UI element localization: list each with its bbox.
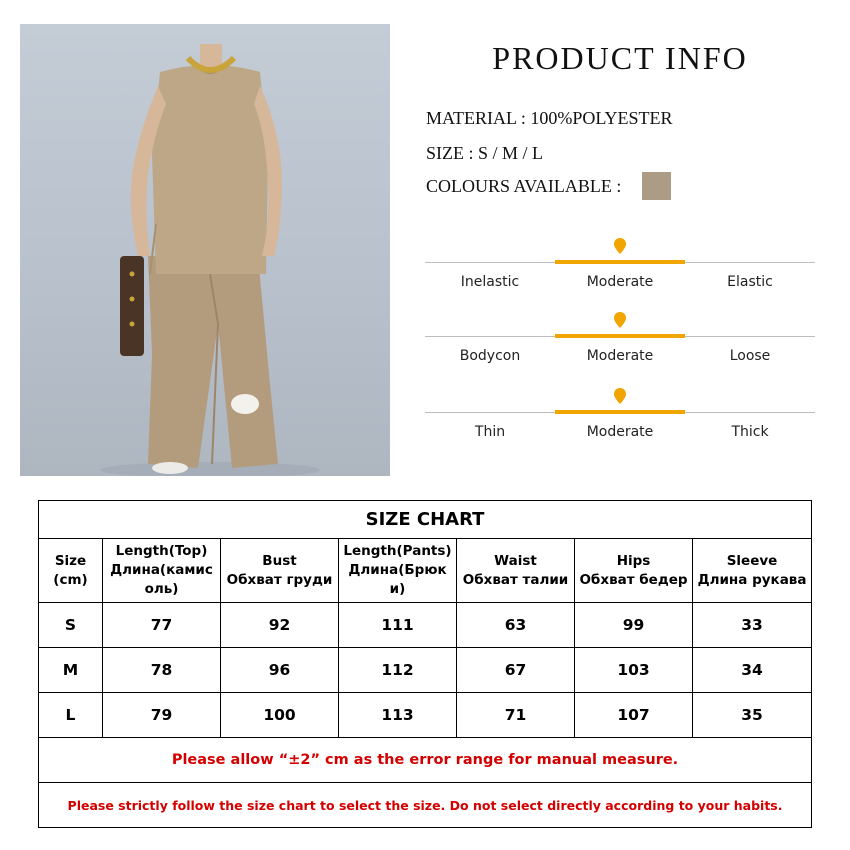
- follow-size-chart-note: Please strictly follow the size chart to select the size. Do not select directly according to your habits.: [39, 783, 812, 828]
- model-illustration: [20, 24, 390, 476]
- column-header: Sleeve Длина рукава: [693, 539, 812, 603]
- table-row: [39, 693, 812, 738]
- product-photo: [20, 24, 390, 476]
- table-cell: 96: [221, 648, 339, 693]
- table-cell: 103: [575, 648, 693, 693]
- table-cell: 77: [103, 603, 221, 648]
- scale-2: [425, 412, 815, 452]
- location-pin-icon: [614, 238, 626, 258]
- size-chart-title: SIZE CHART: [39, 501, 812, 539]
- scale-highlight: [555, 334, 685, 338]
- table-cell: 100: [221, 693, 339, 738]
- column-header: Size (cm): [39, 539, 103, 603]
- table-cell: 92: [221, 603, 339, 648]
- table-cell: 35: [693, 693, 812, 738]
- table-cell: 63: [457, 603, 575, 648]
- table-cell: 113: [339, 693, 457, 738]
- scale-highlight: [555, 260, 685, 264]
- product-info-title: PRODUCT INFO: [492, 40, 748, 76]
- column-header: Length(Top) Длина(камис оль): [103, 539, 221, 603]
- table-cell: 112: [339, 648, 457, 693]
- scale-label-thin: Thin: [474, 424, 506, 440]
- scale-label-moderate: Moderate: [586, 424, 654, 440]
- size-chart-table: [38, 500, 812, 828]
- table-cell: 78: [103, 648, 221, 693]
- table-cell: 107: [575, 693, 693, 738]
- size-text: SIZE : S / M / L: [426, 143, 544, 163]
- scale-label-moderate: Moderate: [586, 348, 654, 364]
- table-cell: 71: [457, 693, 575, 738]
- scale-0: [425, 262, 815, 302]
- table-row: [39, 648, 812, 693]
- table-cell: 34: [693, 648, 812, 693]
- location-pin-icon: [614, 312, 626, 332]
- table-cell: 79: [103, 693, 221, 738]
- table-cell: L: [39, 693, 103, 738]
- table-cell: 99: [575, 603, 693, 648]
- colour-swatch-khaki[interactable]: [642, 172, 671, 200]
- scale-label-moderate: Moderate: [586, 274, 654, 290]
- error-range-note: Please allow “±2” cm as the error range for manual measure.: [39, 738, 812, 783]
- column-header: Hips Обхват бедер: [575, 539, 693, 603]
- scale-label-loose: Loose: [729, 348, 771, 364]
- scale-label-inelastic: Inelastic: [460, 274, 520, 290]
- scale-label-thick: Thick: [731, 424, 769, 440]
- table-cell: S: [39, 603, 103, 648]
- scale-label-elastic: Elastic: [727, 274, 773, 290]
- scale-highlight: [555, 410, 685, 414]
- scale-label-bodycon: Bodycon: [459, 348, 521, 364]
- scale-1: [425, 336, 815, 376]
- column-header: Length(Pants) Длина(Брюк и): [339, 539, 457, 603]
- table-row: [39, 603, 812, 648]
- location-pin-icon: [614, 388, 626, 408]
- colours-available-text: COLOURS AVAILABLE :: [426, 176, 622, 196]
- table-cell: M: [39, 648, 103, 693]
- table-cell: 67: [457, 648, 575, 693]
- column-header: Bust Обхват груди: [221, 539, 339, 603]
- table-cell: 33: [693, 603, 812, 648]
- table-cell: 111: [339, 603, 457, 648]
- material-text: MATERIAL : 100%POLYESTER: [426, 108, 673, 128]
- column-header: Waist Обхват талии: [457, 539, 575, 603]
